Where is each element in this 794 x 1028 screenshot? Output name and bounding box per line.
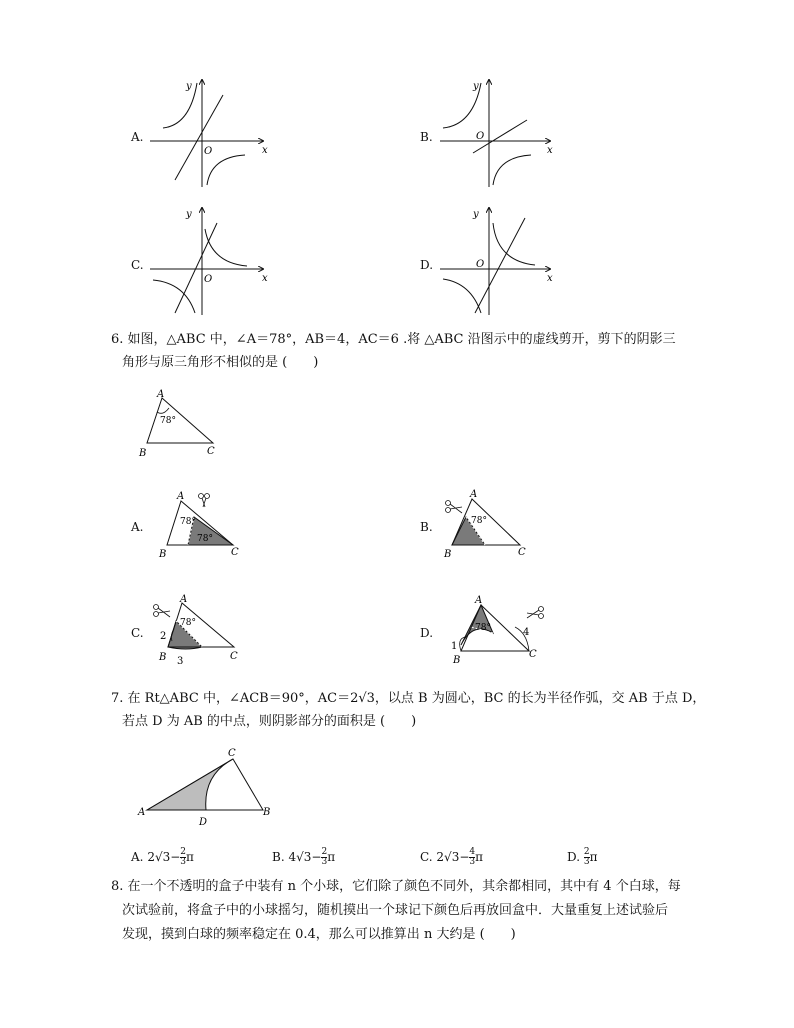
q5a-x: x xyxy=(262,145,268,156)
scissors-icon xyxy=(527,607,544,619)
svg-text:A: A xyxy=(470,489,478,500)
q5-option-c-label: C. xyxy=(131,258,144,272)
svg-text:B: B xyxy=(444,549,452,559)
q6-option-a-figure xyxy=(155,487,250,559)
svg-text:C: C xyxy=(207,446,215,457)
q7-text-line2: 若点 D 为 AB 的中点，则阴影部分的面积是 ( ) xyxy=(122,714,417,729)
svg-text:C: C xyxy=(230,651,238,662)
scissors-icon xyxy=(154,605,171,618)
q5d-y: y xyxy=(473,209,479,220)
q7-option-c: C. 2√3− $\frac{4}{3}$ π xyxy=(420,847,484,867)
svg-text:C: C xyxy=(231,547,239,558)
q6-option-c-figure xyxy=(150,593,250,673)
svg-text:78°: 78° xyxy=(471,516,487,526)
svg-text:1: 1 xyxy=(451,641,458,652)
q6-option-c-label: C. xyxy=(131,626,144,640)
q6-option-d-label: D. xyxy=(420,626,434,640)
svg-text:78°: 78° xyxy=(180,517,196,527)
q5-option-d-label: D. xyxy=(420,258,434,272)
q5c-x: x xyxy=(262,273,268,284)
q7-figure xyxy=(135,745,280,830)
svg-text:2: 2 xyxy=(160,631,167,642)
q8-text-line3: 发现，摸到白球的频率稳定在 0.4，那么可以推算出 n 大约是 ( ) xyxy=(122,927,516,942)
svg-text:4: 4 xyxy=(523,627,530,638)
q7-option-d: D. $\frac{2}{3}$ π xyxy=(567,847,598,867)
svg-text:B: B xyxy=(263,807,271,818)
svg-text:C: C xyxy=(518,547,526,558)
svg-text:A: A xyxy=(138,807,146,818)
q5-option-b-label: B. xyxy=(420,130,433,144)
scissors-icon xyxy=(199,494,210,508)
svg-text:3: 3 xyxy=(177,656,184,667)
q5a-y: y xyxy=(186,81,192,92)
q5-graph-b xyxy=(435,75,560,190)
svg-text:B: B xyxy=(139,448,147,459)
q6-text-line1: 6. 如图，△ABC 中，∠A＝78°，AB＝4，AC＝6 .将 △ABC 沿图示中的虚线剪开，剪下的阴影三 xyxy=(111,332,676,347)
q5c-y: y xyxy=(186,209,192,220)
q5-graph-d xyxy=(435,203,560,318)
svg-text:C: C xyxy=(529,649,537,660)
q6-text-line2: 角形与原三角形不相似的是 ( ) xyxy=(122,355,319,370)
q5b-o: O xyxy=(476,131,485,142)
q8-text-line2: 次试验前，将盒子中的小球摇匀，随机摸出一个球记下颜色后再放回盒中．大量重复上述试验后 xyxy=(122,903,669,918)
svg-text:A: A xyxy=(180,594,188,605)
q6-option-d-figure xyxy=(445,593,545,673)
q7-text-line1: 7. 在 Rt△ABC 中，∠ACB＝90°，AC＝2√3，以点 B 为圆心，BC 的长为半径作弧，交 AB 于点 D， xyxy=(111,691,706,706)
q5-graph-c xyxy=(145,203,270,318)
q5d-x: x xyxy=(547,273,553,284)
q5c-o: O xyxy=(204,274,213,285)
q7-option-b: B. 4√3− $\frac{2}{3}$ π xyxy=(272,847,336,867)
svg-text:B: B xyxy=(159,549,167,559)
q6-main-triangle xyxy=(135,388,225,460)
svg-text:A: A xyxy=(475,595,483,606)
svg-text:D: D xyxy=(199,817,208,828)
svg-text:78°: 78° xyxy=(160,416,176,426)
q5b-x: x xyxy=(547,145,553,156)
svg-text:A: A xyxy=(157,389,165,400)
q6-option-a-label: A. xyxy=(131,520,144,534)
q5a-o: O xyxy=(204,146,213,157)
svg-text:B: B xyxy=(453,655,461,666)
q7-option-a: A. 2√3− $\frac{2}{3}$ π xyxy=(131,847,194,867)
svg-text:A: A xyxy=(177,491,185,502)
q5d-o: O xyxy=(476,259,485,270)
q6-option-b-figure xyxy=(440,487,535,559)
svg-text:78°: 78° xyxy=(180,618,196,628)
svg-text:78°: 78° xyxy=(197,534,213,544)
svg-text:C: C xyxy=(228,748,236,759)
q6-option-b-label: B. xyxy=(420,520,433,534)
q5b-y: y xyxy=(473,81,479,92)
q5-option-a-label: A. xyxy=(131,130,144,144)
q5-graph-a xyxy=(145,75,270,190)
svg-text:B: B xyxy=(159,652,167,663)
scissors-icon xyxy=(446,501,463,514)
q8-text-line1: 8. 在一个不透明的盒子中装有 n 个小球，它们除了颜色不同外，其余都相同，其中有 4 个白球，每 xyxy=(111,879,681,894)
svg-text:78°: 78° xyxy=(475,623,491,633)
